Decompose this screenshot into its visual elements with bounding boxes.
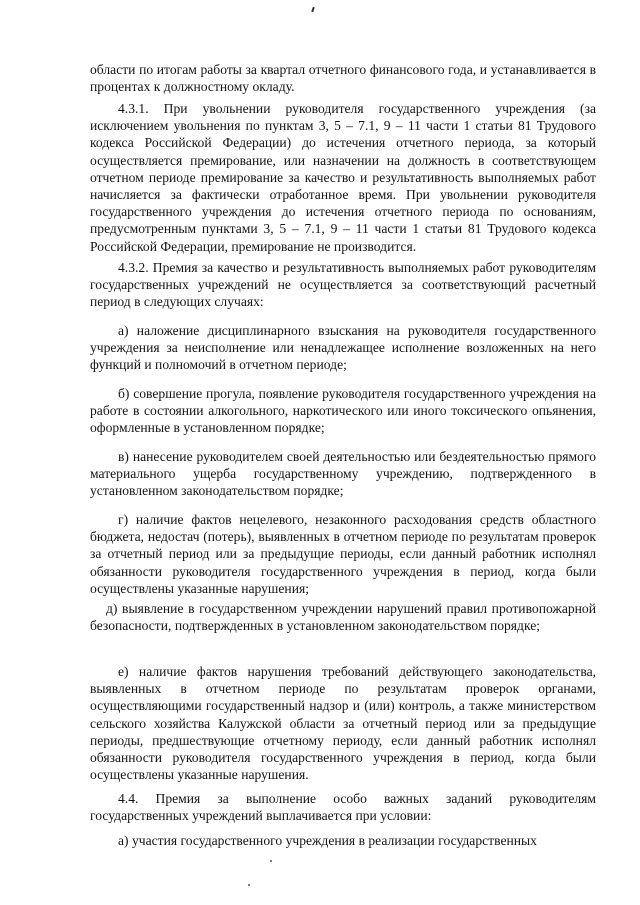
scan-speck xyxy=(270,860,272,862)
list-item-v: в) нанесение руководителем своей деятельностью или бездеятельностью прямого материального ущерба государственному учреждению, подтвержденного в установленном законодательством порядке; xyxy=(90,449,596,499)
paragraph-4-3-1: 4.3.1. При увольнении руководителя государственного учреждения (за исключением увольнения по пунктам 3, 5 – 7.1, 9 – 11 части 1 статьи 81 Трудового кодекса Российской Федерации) до истечения отчетного периода, за который осуществляется премирование, или назначении на должность в соответствующем отчетном периоде премирование за качество и результативность выполняемых работ начисляется за фактически отработанное время. При увольнении руководителя государственного учреждения до истечения отчетного периода по основаниям, предусмотренным пунктами 3, 5 – 7.1, 9 – 11 части 1 статьи 81 Трудового кодекса Российской Федерации, премирование не производится. xyxy=(90,101,596,254)
paragraph-4-3-2: 4.3.2. Премия за качество и результативность выполняемых работ руководителям государственных учреждений не осуществляется за соответствующий расчетный период в следующих случаях: xyxy=(90,260,596,310)
list-item-4-4-a: а) участия государственного учреждения в реализации государственных xyxy=(118,833,537,848)
scan-mark xyxy=(311,7,315,12)
list-item-b: б) совершение прогула, появление руководителя государственного учреждения на работе в состоянии алкогольного, наркотического или иного токсического опьянения, оформленные в установленном порядке; xyxy=(90,386,596,436)
list-item-g: г) наличие фактов нецелевого, незаконного расходования средств областного бюджета, недостач (потерь), выявленных в отчетном периоде по результатам проверок за отчетный период или за предыдущие периоды, если данный работник исполнял обязанности руководителя государственного учреждения в период, когда были осуществлены указанные нарушения; xyxy=(90,512,596,596)
paragraph-intro: области по итогам работы за квартал отчетного финансового года, и устанавливается в процентах к должностному окладу. xyxy=(90,62,596,95)
list-item-d: д) выявление в государственном учреждении нарушений правил противопожарной безопасности, подтвержденных в установленном законодательством порядке; xyxy=(90,601,596,634)
list-item-e: е) наличие фактов нарушения требований действующего законодательства, выявленных в отчетном периоде по результатам проверок органами, осуществляющими государственный надзор и (или) контроль, а также министерством сельского хозяйства Калужской области за отчетный период или за предыдущие периоды, предшествующие отчетному периоду, если данный работник исполнял обязанности руководителя государственного учреждения в период, когда были осуществлены указанные нарушения. xyxy=(90,664,596,783)
list-item-a: а) наложение дисциплинарного взыскания на руководителя государственного учреждения за неисполнение или ненадлежащее исполнение возложенных на него функций и полномочий в отчетном периоде; xyxy=(90,323,596,373)
paragraph-4-4: 4.4. Премия за выполнение особо важных заданий руководителям государственных учреждений выплачивается при условии: xyxy=(90,791,596,824)
scan-speck xyxy=(248,884,250,886)
